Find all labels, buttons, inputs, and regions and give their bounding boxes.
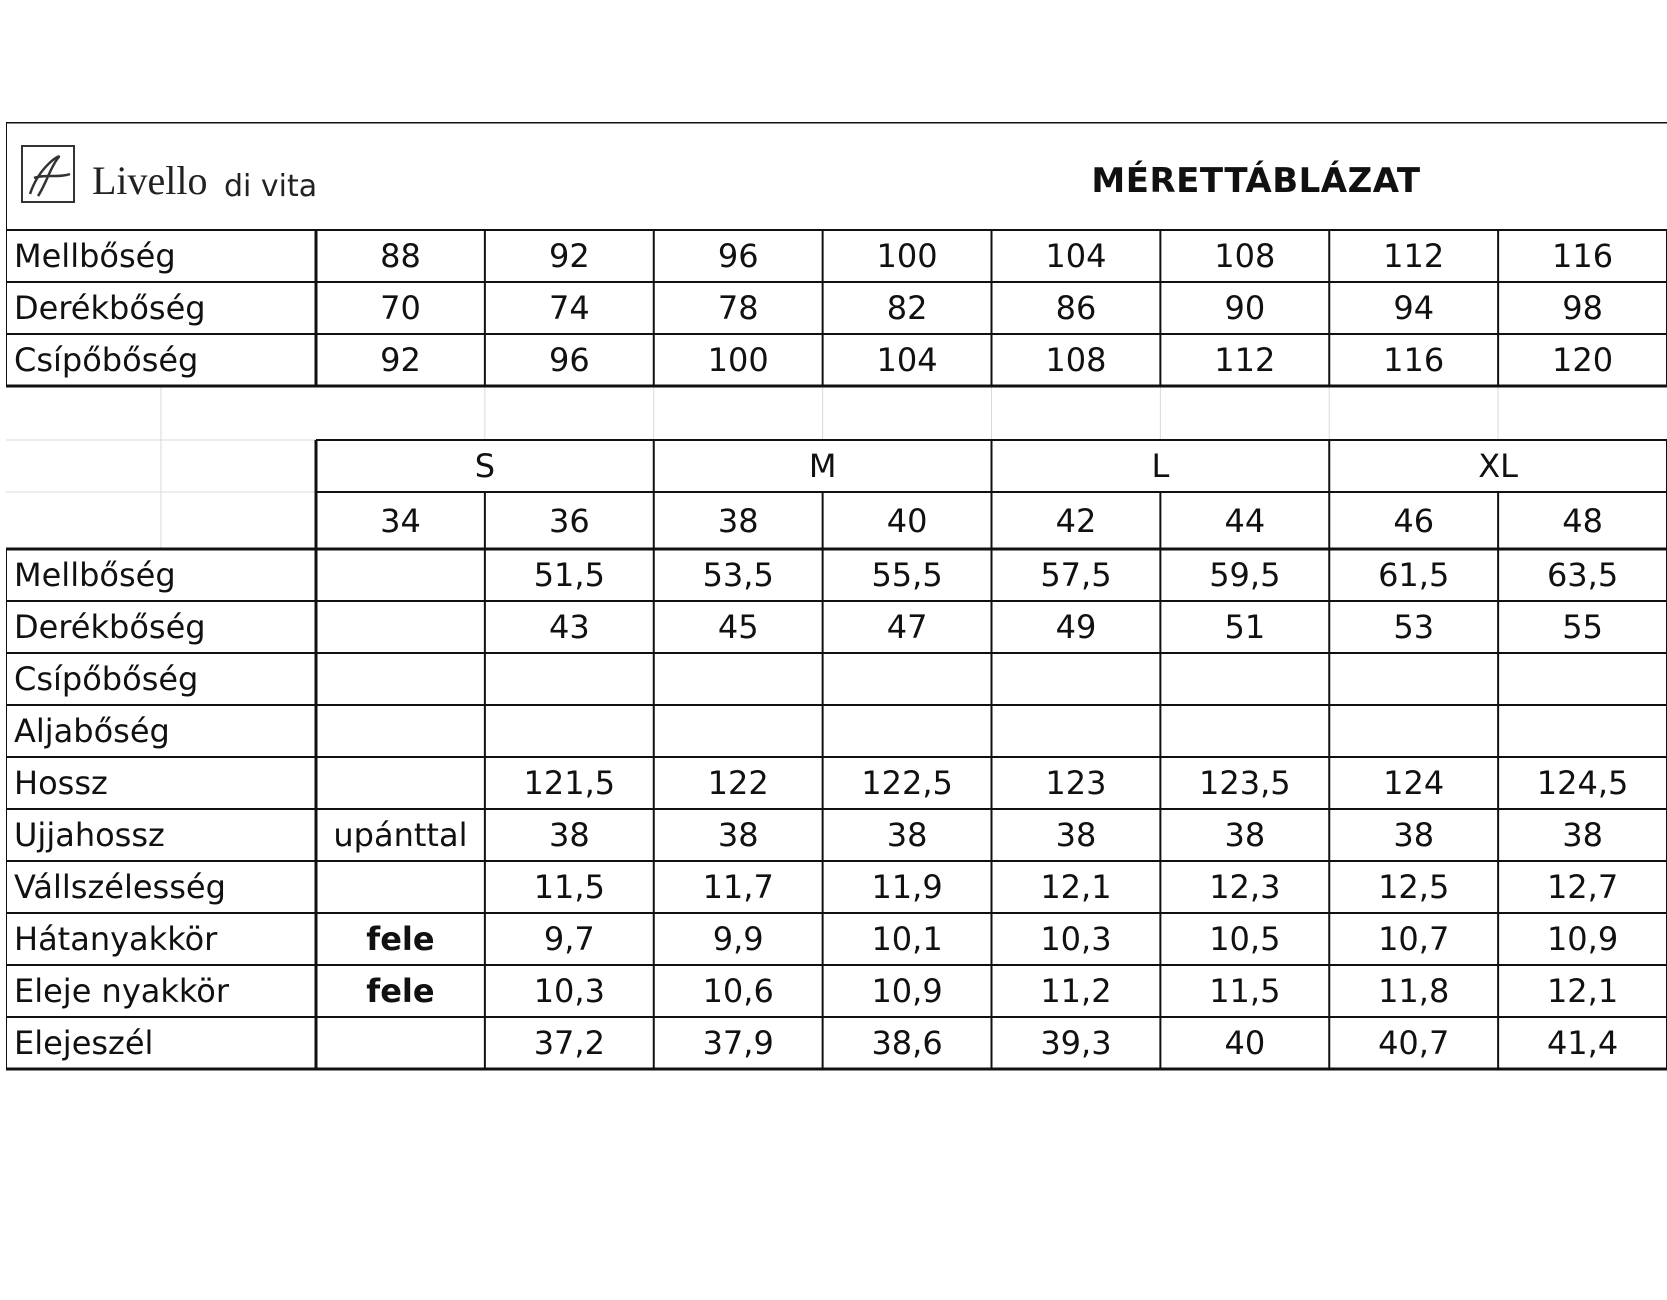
- table-cell: [1329, 653, 1498, 705]
- table-cell: 74: [548, 289, 590, 327]
- size-number: 36: [548, 501, 590, 540]
- size-group-header: M: [808, 447, 837, 485]
- row-label: Ujjahossz: [14, 816, 165, 854]
- table-cell: [485, 653, 654, 705]
- table-cell: 59,5: [1209, 556, 1281, 594]
- row-note: [316, 861, 485, 913]
- table-cell: 38: [717, 816, 759, 854]
- row-note: fele: [366, 920, 435, 958]
- table-cell: 9,7: [543, 920, 595, 958]
- row-label: Csípőbőség: [14, 660, 199, 698]
- table-cell: 116: [1383, 341, 1445, 379]
- table-cell: 10,9: [871, 972, 943, 1010]
- table-cell: [992, 705, 1161, 757]
- table-cell: 57,5: [1040, 556, 1112, 594]
- table-cell: 100: [876, 237, 938, 275]
- table-cell: 123,5: [1199, 764, 1291, 802]
- table-cell: 11,9: [871, 868, 943, 906]
- table-cell: 96: [717, 237, 759, 275]
- size-number: 40: [886, 501, 928, 540]
- table-cell: [1498, 705, 1667, 757]
- row-label: Eleje nyakkör: [14, 972, 230, 1010]
- row-label: Mellbőség: [14, 237, 176, 275]
- table-cell: 12,3: [1209, 868, 1281, 906]
- table-cell: 40,7: [1378, 1024, 1450, 1062]
- size-number: 48: [1562, 501, 1603, 540]
- size-group-header: L: [1151, 447, 1170, 485]
- l-monogram-icon: [22, 146, 74, 202]
- row-note: fele: [366, 972, 435, 1010]
- row-note: [316, 757, 485, 809]
- table-cell: 38: [886, 816, 928, 854]
- row-label: Vállszélesség: [14, 868, 226, 906]
- table-cell: 98: [1562, 289, 1603, 327]
- brand-name: Livello: [92, 158, 208, 203]
- table-cell: 82: [886, 289, 928, 327]
- table-cell: 11,5: [1209, 972, 1281, 1010]
- row-note: upánttal: [333, 816, 468, 854]
- table-cell: [1329, 705, 1498, 757]
- table-cell: 12,1: [1040, 868, 1112, 906]
- row-label: Hátanyakkör: [14, 920, 218, 958]
- table-cell: 39,3: [1040, 1024, 1112, 1062]
- table-cell: 120: [1552, 341, 1614, 379]
- table-cell: 51: [1224, 608, 1266, 646]
- table-cell: 108: [1214, 237, 1276, 275]
- row-note: [316, 653, 485, 705]
- table-cell: 10,9: [1546, 920, 1619, 958]
- table-cell: 61,5: [1378, 556, 1450, 594]
- table-cell: 45: [717, 608, 759, 646]
- page-title: MÉRETTÁBLÁZAT: [1091, 161, 1421, 201]
- size-number: 34: [380, 501, 421, 540]
- table-cell: [654, 653, 823, 705]
- table-cell: 37,2: [533, 1024, 605, 1062]
- table-cell: 55,5: [871, 556, 943, 594]
- brand-suffix: di vita: [224, 169, 318, 204]
- row-label: Hossz: [14, 764, 108, 802]
- table-cell: 49: [1055, 608, 1097, 646]
- table-cell: 11,5: [533, 868, 605, 906]
- table-cell: 9,9: [712, 920, 764, 958]
- table-cell: 38: [1562, 816, 1603, 854]
- size-number: 44: [1224, 501, 1266, 540]
- table-cell: 53,5: [702, 556, 774, 594]
- table-cell: 53: [1393, 608, 1435, 646]
- table-cell: 78: [717, 289, 759, 327]
- row-label: Mellbőség: [14, 556, 176, 594]
- brand-logo: [20, 144, 340, 214]
- table-cell: 63,5: [1546, 556, 1619, 594]
- table-cell: 124,5: [1536, 764, 1629, 802]
- table-cell: 86: [1055, 289, 1097, 327]
- table-cell: 92: [548, 237, 590, 275]
- size-number: 42: [1055, 501, 1097, 540]
- table-cell: 12,5: [1378, 868, 1450, 906]
- table-cell: 12,1: [1546, 972, 1619, 1010]
- size-group-header: S: [474, 447, 496, 485]
- row-note: [316, 705, 485, 757]
- table-cell: 122: [707, 764, 769, 802]
- table-cell: 11,8: [1378, 972, 1450, 1010]
- table-cell: 10,3: [533, 972, 605, 1010]
- table-cell: 55: [1562, 608, 1603, 646]
- table-cell: 104: [876, 341, 938, 379]
- table-cell: 104: [1045, 237, 1107, 275]
- table-cell: 38: [1055, 816, 1097, 854]
- table-cell: 112: [1383, 237, 1445, 275]
- table-cell: [485, 705, 654, 757]
- table-cell: 40: [1224, 1024, 1266, 1062]
- table-cell: 88: [380, 237, 421, 275]
- table-cell: 10,5: [1209, 920, 1281, 958]
- table-cell: 38: [1393, 816, 1435, 854]
- row-label: Derékbőség: [14, 608, 206, 646]
- size-number: 46: [1393, 501, 1435, 540]
- table-cell: [1498, 653, 1667, 705]
- table-cell: 123: [1045, 764, 1107, 802]
- table-cell: 38: [1224, 816, 1266, 854]
- table-cell: [992, 653, 1161, 705]
- table-cell: 121,5: [523, 764, 616, 802]
- table-cell: 11,7: [702, 868, 774, 906]
- row-label: Elejeszél: [14, 1024, 154, 1062]
- table-cell: 10,1: [871, 920, 943, 958]
- table-cell: 37,9: [702, 1024, 774, 1062]
- row-note: [316, 549, 485, 601]
- table-cell: 92: [380, 341, 421, 379]
- table-cell: [1160, 653, 1329, 705]
- size-chart-sheet: [6, 122, 1667, 1142]
- row-label: Derékbőség: [14, 289, 206, 327]
- table-cell: [1160, 705, 1329, 757]
- row-label: Aljabőség: [14, 712, 170, 750]
- table-cell: 116: [1552, 237, 1614, 275]
- table-cell: 108: [1045, 341, 1107, 379]
- table-cell: 51,5: [533, 556, 605, 594]
- row-label: Csípőbőség: [14, 341, 199, 379]
- size-number: 38: [717, 501, 759, 540]
- table-cell: 47: [886, 608, 928, 646]
- table-cell: 43: [548, 608, 590, 646]
- table-cell: [654, 705, 823, 757]
- table-cell: 38,6: [871, 1024, 943, 1062]
- table-cell: 38: [548, 816, 590, 854]
- table-cell: 100: [707, 341, 769, 379]
- table-cell: 10,3: [1040, 920, 1112, 958]
- table-cell: 94: [1393, 289, 1435, 327]
- table-cell: 122,5: [861, 764, 953, 802]
- table-cell: 124: [1383, 764, 1445, 802]
- row-note: [316, 1017, 485, 1069]
- table-cell: 10,7: [1378, 920, 1450, 958]
- table-cell: 96: [548, 341, 590, 379]
- row-note: [316, 601, 485, 653]
- table-cell: 11,2: [1040, 972, 1112, 1010]
- size-group-header: XL: [1478, 447, 1518, 485]
- table-cell: 12,7: [1546, 868, 1619, 906]
- table-cell: [823, 653, 992, 705]
- table-cell: 112: [1214, 341, 1276, 379]
- table-cell: 10,6: [702, 972, 774, 1010]
- table-cell: 70: [380, 289, 421, 327]
- table-cell: 41,4: [1546, 1024, 1619, 1062]
- table-cell: [823, 705, 992, 757]
- table-cell: 90: [1224, 289, 1266, 327]
